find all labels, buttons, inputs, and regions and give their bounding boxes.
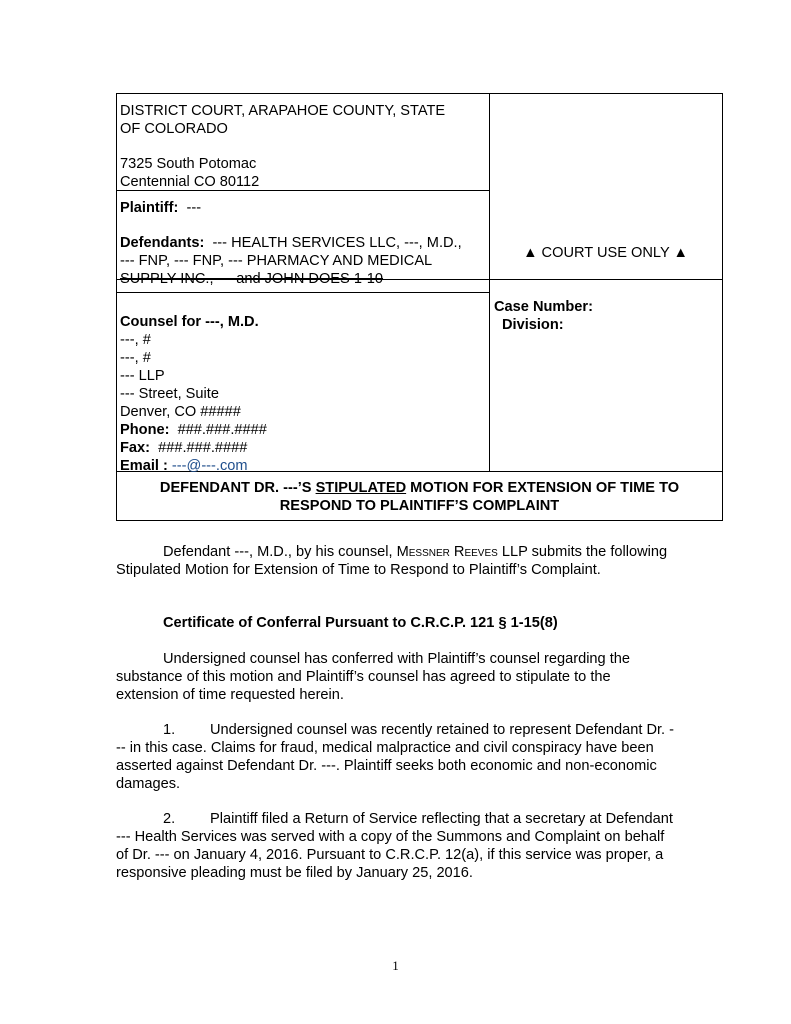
counsel-line: Denver, CO ##### (120, 404, 241, 420)
caption-divider (117, 292, 489, 293)
counsel-line: --- Street, Suite (120, 386, 219, 402)
defendants-line-2: --- FNP, --- FNP, --- PHARMACY AND MEDICAL (120, 253, 433, 269)
plaintiff-line (120, 199, 201, 217)
case-caption-table (116, 93, 723, 521)
court-use-only: ▲ COURT USE ONLY ▲ (523, 245, 688, 261)
counsel-line: --- LLP (120, 368, 165, 384)
firm-name: Messner Reeves (396, 544, 498, 560)
email-link[interactable]: ---@---.com (171, 458, 248, 474)
counsel-line: ---, # (120, 332, 151, 348)
paragraph-2-number: 2. (163, 811, 176, 827)
division-label: Division: (502, 317, 564, 333)
stipulated-underlined: STIPULATED (315, 480, 407, 496)
intro-paragraph: Defendant ---, M.D., by his counsel, Messner Reeves LLP submits the following Stipulated Motion for Extension of Time to Respond to Plaintiff’s Complaint. (116, 544, 668, 578)
court-name: DISTRICT COURT, ARAPAHOE COUNTY, STATE OF COLORADO (120, 103, 446, 137)
page-number: 1 (392, 958, 399, 973)
caption-vertical-divider (489, 94, 490, 472)
defendants-block (120, 234, 488, 288)
paragraph-2: 2. Plaintiff filed a Return of Service reflecting that a secretary at Defendant --- Health Services was served with a copy of the Summons and Complaint on behalf of Dr. --- on January 4, 2016. Pursuant to C.R.C.P. 12(a), if this service was proper, a responsive pleading must be filed by January 25, 2016. (116, 811, 673, 881)
paragraph-1: 1. Undersigned counsel was recently retained to represent Defendant Dr. --- in this case. Claims for fraud, medical malpractice and civil conspiracy have been asserted against Defendant Dr. ---. Plaintiff seeks both economic and non-economic damages. (116, 722, 675, 792)
counsel-heading: Counsel for ---, M.D. (120, 314, 259, 330)
defendants-line-3: SUPPLY INC., --- and JOHN DOES 1-10 (120, 271, 384, 287)
defendants-line-1: --- HEALTH SERVICES LLC, ---, M.D., (212, 235, 462, 251)
plaintiff-label: Plaintiff: (120, 200, 179, 216)
plaintiff-value: --- (186, 200, 202, 216)
defendants-label: Defendants: (120, 235, 205, 251)
certificate-heading: Certificate of Conferral Pursuant to C.R.C.P. 121 § 1-15(8) (163, 615, 558, 631)
case-number-label: Case Number: (494, 299, 593, 315)
email-line: Email : ---@---.com (120, 458, 248, 474)
fax-line: Fax: ###.###.#### (120, 440, 248, 456)
paragraph-1-number: 1. (163, 722, 176, 738)
counsel-block (120, 313, 267, 475)
conferral-paragraph: Undersigned counsel has conferred with Plaintiff’s counsel regarding the substance of this motion and Plaintiff’s counsel has agreed to stipulate to the extension of time requested herein. (116, 651, 631, 703)
motion-title: DEFENDANT DR. ---’S STIPULATED MOTION FOR EXTENSION OF TIME TO RESPOND TO PLAINTIFF’S COMPLAINT (159, 480, 680, 514)
phone-line: Phone: ###.###.#### (120, 422, 267, 438)
counsel-line: ---, # (120, 350, 151, 366)
court-address: 7325 South Potomac Centennial CO 80112 (120, 156, 260, 190)
